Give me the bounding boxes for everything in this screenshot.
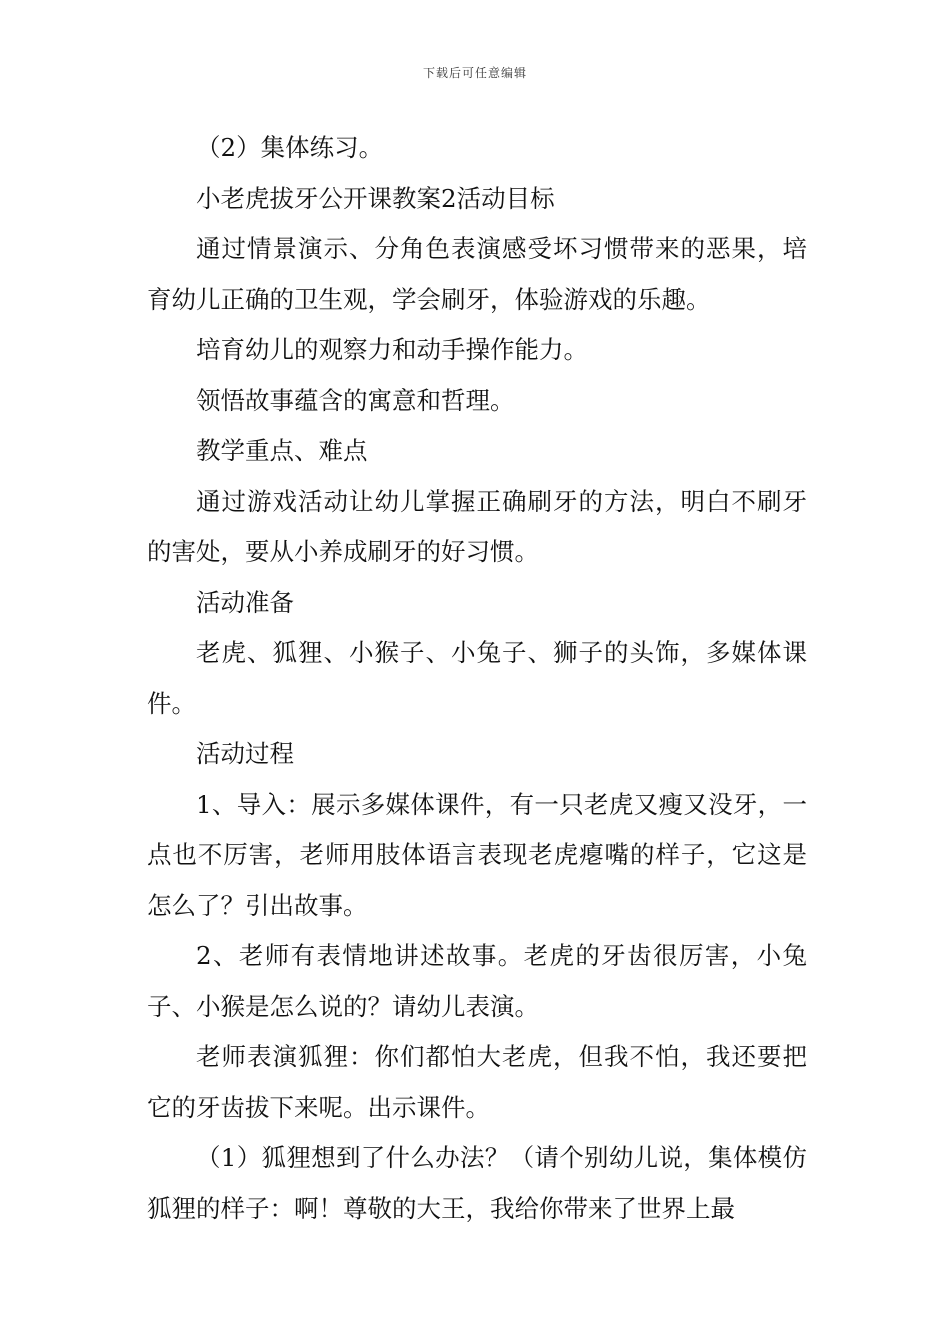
paragraph: （1）狐狸想到了什么办法？（请个别幼儿说，集体模仿狐狸的样子：啊！尊敬的大王，我给你带来了世界上最 <box>147 1143 807 1223</box>
paragraph: （2）集体练习。 <box>196 133 384 162</box>
paragraph: 通过游戏活动让幼儿掌握正确刷牙的方法，明白不刷牙的害处，要从小养成刷牙的好习惯。 <box>147 486 807 566</box>
paragraph: 2、老师有表情地讲述故事。老虎的牙齿很厉害，小兔子、小猴是怎么说的？请幼儿表演。 <box>147 941 807 1021</box>
paragraph: 领悟故事蕴含的寓意和哲理。 <box>196 385 515 415</box>
paragraph: 老虎、狐狸、小猴子、小兔子、狮子的头饰，多媒体课件。 <box>147 638 807 718</box>
section-heading: 活动过程 <box>196 739 294 768</box>
section-heading: 活动准备 <box>196 587 294 617</box>
paragraph: 小老虎拔牙公开课教案2活动目标 <box>196 183 555 213</box>
paragraph: 1、导入：展示多媒体课件，有一只老虎又瘦又没牙，一点也不厉害，老师用肢体语言表现老虎瘪嘴的样子，它这是怎么了？引出故事。 <box>147 789 807 920</box>
paragraph: 培育幼儿的观察力和动手操作能力。 <box>196 335 588 364</box>
paragraph: 通过情景演示、分角色表演感受坏习惯带来的恶果，培育幼儿正确的卫生观，学会刷牙，体验游戏的乐趣。 <box>147 234 807 314</box>
document-body <box>147 123 807 1234</box>
section-heading: 教学重点、难点 <box>196 436 368 465</box>
page-header: 下载后可任意编辑 <box>422 66 527 80</box>
paragraph: 老师表演狐狸：你们都怕大老虎，但我不怕，我还要把它的牙齿拔下来呢。出示课件。 <box>147 1042 807 1122</box>
